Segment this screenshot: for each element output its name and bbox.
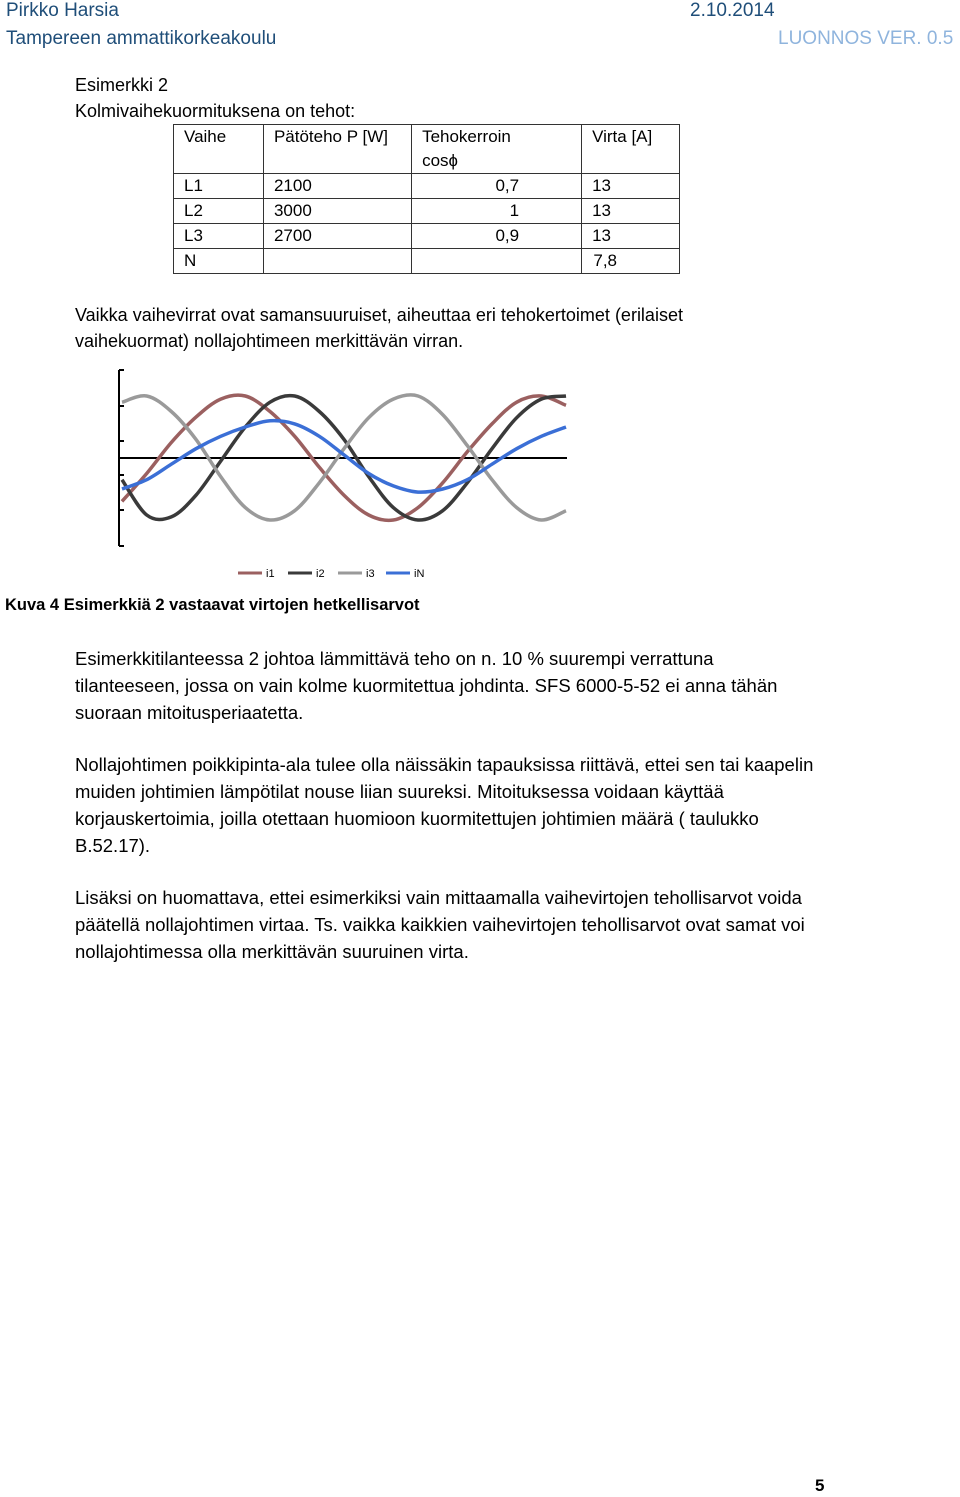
paragraph-1: Esimerkkitilanteessa 2 johtoa lämmittävä teho on n. 10 % suurempi verrattuna tilanteeseen, jossa on vain kolme kuormitettua johdinta. SFS 6000-5-52 ei anna tähän suoraan mitoitusperiaatetta.	[75, 648, 778, 723]
table-cell: 7,8	[582, 249, 680, 274]
table-header-cell: Vaihe	[174, 125, 264, 174]
table-row	[174, 199, 680, 224]
example-intro: Kolmivaihekuormituksena on tehot:	[75, 101, 356, 121]
legend-label-i1: i1	[266, 568, 275, 580]
table-cell: L1	[174, 174, 264, 199]
table-cell: 1	[412, 199, 582, 224]
legend-label-iN: iN	[414, 568, 425, 580]
example-title: Esimerkki 2	[75, 75, 169, 95]
page-number: 5	[815, 1476, 825, 1495]
legend-label-i2: i2	[316, 568, 325, 580]
table-cell	[263, 249, 411, 274]
table-header-cell: Tehokerroin cosɸ	[412, 125, 582, 174]
table-cell: 0,7	[412, 174, 582, 199]
power-table	[173, 124, 680, 274]
chart-legend	[238, 568, 424, 580]
text-after-table: Vaikka vaihevirrat ovat samansuuruiset, aiheuttaa eri tehokertoimet (erilaiset vaihekuormat) nollajohtimeen merkittävän virran.	[75, 305, 683, 351]
current-waveform-chart	[100, 362, 580, 592]
table-cell	[412, 249, 582, 274]
paragraph-2: Nollajohtimen poikkipinta-ala tulee olla näissäkin tapauksissa riittävä, ettei sen tai kaapelin muiden johtimien lämpötilat nouse liian suureksi. Mitoituksessa voidaan käyttää korjauskertoimia, joilla otettaan huomioon kuormitettujen johtimien määrä ( taulukko B.52.17).	[75, 754, 814, 856]
table-header-cell: Pätöteho P [W]	[263, 125, 411, 174]
table-cell: 13	[582, 174, 680, 199]
table-cell: 3000	[263, 199, 411, 224]
header-draft-label: LUONNOS VER. 0.5	[778, 28, 954, 49]
paragraph-3: Lisäksi on huomattava, ettei esimerkiksi vain mittaamalla vaihevirtojen tehollisarvot voida päätellä nollajohtimen virtaa. Ts. vaikka kaikkien vaihevirtojen tehollisarvot ovat samat voi nollajohtimessa olla merkittävän suuruinen virta.	[75, 887, 805, 962]
table-cell: 0,9	[412, 224, 582, 249]
header-date: 2.10.2014	[690, 0, 775, 21]
header-school: Tampereen ammattikorkeakoulu	[6, 28, 277, 49]
table-header-row	[174, 125, 680, 174]
table-header-cell: Virta [A]	[582, 125, 680, 174]
table-row	[174, 224, 680, 249]
header-author: Pirkko Harsia	[6, 0, 119, 21]
table-cell: L3	[174, 224, 264, 249]
figure-caption: Kuva 4 Esimerkkiä 2 vastaavat virtojen hetkellisarvot	[5, 596, 420, 614]
table-cell: N	[174, 249, 264, 274]
table-row	[174, 249, 680, 274]
table-cell: 13	[582, 224, 680, 249]
table-row	[174, 174, 680, 199]
legend-label-i3: i3	[366, 568, 375, 580]
table-cell: 13	[582, 199, 680, 224]
table-cell: 2100	[263, 174, 411, 199]
table-cell: 2700	[263, 224, 411, 249]
table-cell: L2	[174, 199, 264, 224]
